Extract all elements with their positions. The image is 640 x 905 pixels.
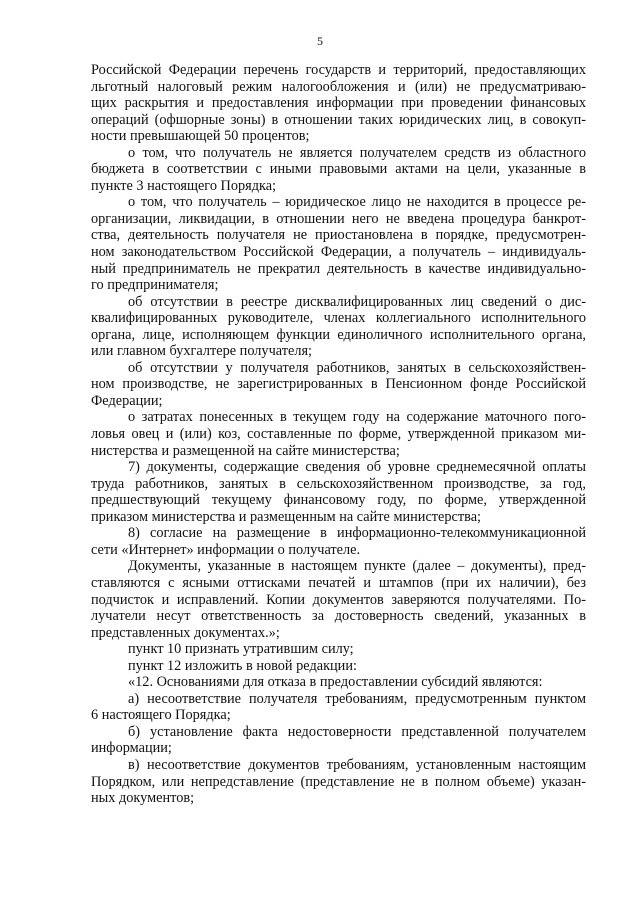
text-line: Документы, указанные в настоящем пункте (далее – документы), пред- bbox=[128, 558, 586, 575]
page-number: 5 bbox=[317, 34, 323, 48]
text-line: ных документов; bbox=[91, 790, 195, 807]
text-line: о затратах понесенных в текущем году на содержание маточного пого- bbox=[128, 409, 586, 426]
paragraph bbox=[91, 194, 586, 293]
text-line: ности превышающей 50 процентов; bbox=[91, 128, 310, 145]
text-line: представленных документах.»; bbox=[91, 624, 280, 641]
text-line: об отсутствии у получателя работников, занятых в сельскохозяйствен- bbox=[128, 359, 586, 376]
text-line: ном производстве, не зарегистрированных в Пенсионном фонде Российской bbox=[91, 376, 586, 393]
text-line: ловья овец и (или) коз, составленные по форме, утвержденной приказом ми- bbox=[91, 426, 586, 443]
text-line: труда работников, занятых в сельскохозяйственном производстве, за год, bbox=[91, 475, 586, 492]
text-line: щих раскрытия и предоставления информации при проведении финансовых bbox=[91, 95, 586, 112]
paragraph bbox=[91, 294, 586, 360]
document-body bbox=[91, 62, 586, 807]
text-line: бюджета в соответствии с иными правовыми актами на цели, указанные в bbox=[91, 161, 586, 178]
text-line: ном законодательством Российской Федерации, а получатель – индивидуаль- bbox=[91, 244, 586, 261]
text-line: б) установление факта недостоверности представленной получателем bbox=[128, 723, 586, 740]
text-line: лучатели несут ответственность за достоверность сведений, указанных в bbox=[91, 608, 586, 625]
paragraph bbox=[91, 757, 586, 807]
text-line: а) несоответствие получателя требованиям, предусмотренным пунктом bbox=[128, 690, 586, 707]
text-line: ный предприниматель не прекратил деятельность в качестве индивидуально- bbox=[91, 260, 586, 277]
text-line: 7) документы, содержащие сведения об уровне среднемесячной оплаты bbox=[128, 459, 586, 476]
text-line: предшествующий текущему финансовому году, по форме, утвержденной bbox=[91, 492, 586, 509]
paragraph bbox=[91, 641, 586, 658]
paragraph bbox=[91, 409, 586, 459]
text-line: информации; bbox=[91, 740, 172, 757]
text-line: пункт 10 признать утратившим силу; bbox=[128, 641, 354, 658]
text-line: ставляются с ясными оттисками печатей и штампов (при их наличии), без bbox=[91, 574, 586, 591]
text-line: о том, что получатель – юридическое лицо не находится в процессе ре- bbox=[128, 194, 586, 211]
text-line: в) несоответствие документов требованиям, установленным настоящим bbox=[128, 756, 586, 773]
text-line: о том, что получатель не является получателем средств из областного bbox=[128, 144, 586, 161]
text-line: пункте 3 настоящего Порядка; bbox=[91, 177, 277, 194]
paragraph bbox=[91, 724, 586, 757]
paragraph bbox=[91, 558, 586, 641]
text-line: ства, деятельность получателя не приостановлена в порядке, предусмотрен- bbox=[91, 227, 586, 244]
paragraph bbox=[91, 62, 586, 145]
paragraph bbox=[91, 691, 586, 724]
text-line: квалифицированных руководителе, членах коллегиального исполнительного bbox=[91, 310, 586, 327]
paragraph bbox=[91, 674, 586, 691]
text-line: пункт 12 изложить в новой редакции: bbox=[128, 657, 357, 674]
text-line: или главном бухгалтере получателя; bbox=[91, 343, 313, 360]
paragraph bbox=[91, 459, 586, 525]
text-line: «12. Основаниями для отказа в предоставлении субсидий являются: bbox=[128, 674, 543, 691]
paragraph bbox=[91, 360, 586, 410]
paragraph bbox=[91, 658, 586, 675]
text-line: операций (офшорные зоны) в отношении таких юридических лиц, в совокуп- bbox=[91, 111, 586, 128]
text-line: приказом министерства и размещенным на сайте министерства; bbox=[91, 508, 482, 525]
text-line: об отсутствии в реестре дисквалифицированных лиц сведений о дис- bbox=[128, 293, 586, 310]
text-line: льготный налоговый режим налогообложения и (или) не предусматриваю- bbox=[91, 78, 586, 95]
text-line: 8) согласие на размещение в информационно-телекоммуникационной bbox=[128, 525, 586, 542]
paragraph bbox=[91, 525, 586, 558]
text-line: подчисток и исправлений. Копии документов заверяются получателями. По- bbox=[91, 591, 586, 608]
text-line: го предпринимателя; bbox=[91, 277, 219, 294]
text-line: организации, ликвидации, в отношении него не введена процедура банкрот- bbox=[91, 210, 586, 227]
text-line: 6 настоящего Порядка; bbox=[91, 707, 231, 724]
text-line: Российской Федерации перечень государств и территорий, предоставляющих bbox=[91, 62, 586, 78]
paragraph bbox=[91, 145, 586, 195]
text-line: органа, лице, исполняющем функции единоличного исполнительного органа, bbox=[91, 326, 586, 343]
text-line: Федерации; bbox=[91, 392, 163, 409]
text-line: Порядком, или непредставление (представление не в полном объеме) указан- bbox=[91, 773, 586, 790]
text-line: нистерства и размещенной на сайте министерства; bbox=[91, 442, 400, 459]
text-line: сети «Интернет» информации о получателе. bbox=[91, 541, 361, 558]
